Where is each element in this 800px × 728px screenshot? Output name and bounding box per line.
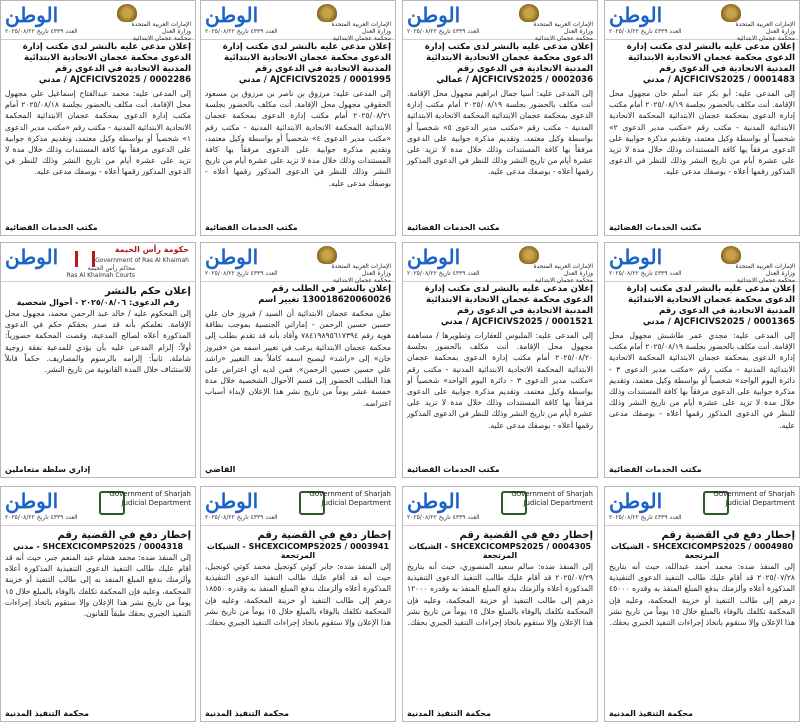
- notice-footer: محكمة التنفيذ المدنية: [407, 709, 491, 718]
- notice-card: [604, 242, 800, 478]
- notice-body: إلى المحكوم عليه / خالد عبد الرحمن محمد، مجهول محل الإقامة. نعلمكم بأنه قد صدر بحقكم حكم في الدعوى المذكورة أعلاه لصالح المدعية، وقضت المحكمة حضورياً: أولاً: إلزام المدعى عليه بأن يؤدي للمدعية نفقة زوجية شاملة. ثانياً: إلزامه بالرسوم والمصاريف. حكماً قابلاً للاستئناف خلال المدة القانونية من تاريخ النشر.: [5, 309, 191, 375]
- case-number: SHCEXCICOMPS2025 / 0003941 - الشيكات المرتجعة: [206, 542, 390, 560]
- issue-date: العدد ٤٣٣٩ تاريخ ٢٠٢٥/٠٨/٢٢: [407, 270, 480, 277]
- notice-title: إعلان مدعى عليه بالنشر لدى مكتب إدارة الدعوى محكمة عجمان الاتحادية الابتدائية المدنية الاتحادية في الدعوى رقم AJCFICIVS2025 / 0001995 / مدني: [222, 42, 391, 85]
- notice-body: إلى المدعى عليه: محمد عبدالفتاح إسماعيل علي مجهول محل الإقامة. أنت مكلف بالحضور بجلسة ٢٠٢٥/٠٨/١٨ أمام مكتب إدارة الدعوى بمحكمة عجمان الابتدائية المحكمة الاتحادية الابتدائية المدنية - مكتب رقم «مكتب مدير الدعوى ١» شخصياً أو بواسطة وكيل معتمد، وتقديم مذكرة جوابية على الدعوى مرفقاً بها كافة المستندات وذلك خلال مدة لا تزيد على عشرة أيام من تاريخ النشر وذلك للنظر في الدعوى المذكور رقمها أعلاه - بوصفك مدعى عليه.: [5, 89, 192, 177]
- notice-title: إعلان مدعى عليه بالنشر لدى مكتب إدارة الدعوى محكمة عجمان الاتحادية الابتدائية المدنية الاتحادية في الدعوى رقم AJCFICIVS2025 / 0002036 / عمالي: [424, 42, 593, 85]
- sharjah-government: [109, 490, 191, 508]
- ministry-label: [736, 263, 796, 284]
- case-number: SHCEXCICOMPS2025 / 0004980 - الشيكات المرتجعة: [610, 542, 794, 560]
- notice-body: إلى المنفذ ضده: جابر كوثي كونجيل محمد كوتي كونجيل، حيث أنه قد أقام عليك طالب التنفيذ الدعوى التنفيذية المذكورة أعلاه وألزمتك بدفع المبلغ المنفذ به وقدره ١٨٥٥٠ درهم إلى طالب التنفيذ أو خزينة المحكمة، وعليه فإن المحكمة تكلفك بالوفاء بالمبلغ خلال ١٥ يوماً من تاريخ نشر هذا الإعلان وإلا ستقوم باتخاذ إجراءات التنفيذ الجبري بحقك.: [205, 562, 392, 628]
- case-number: رقم الدعوى: ٢٠٢٥/٠٨/٠٦ - أحوال شخصية: [16, 298, 180, 307]
- brand-logo: الوطن: [609, 489, 663, 513]
- issue-date: العدد ٤٣٣٩ تاريخ ٢٠٢٥/٠٨/٢٢: [205, 270, 278, 277]
- notice-footer: محكمة التنفيذ المدنية: [205, 709, 289, 718]
- issue-date: العدد ٤٣٣٩ تاريخ ٢٠٢٥/٠٨/٢٢: [407, 28, 480, 35]
- ministry-label: [736, 21, 796, 42]
- judicial-department: Judicial Department: [725, 499, 795, 507]
- brand-logo: الوطن: [407, 3, 461, 27]
- issue-date: العدد ٤٣٣٩ تاريخ ٢٠٢٥/٠٨/٢٢: [5, 28, 78, 35]
- uae-emblem-icon: [117, 4, 137, 22]
- notice-header: [605, 243, 799, 282]
- notice-card: [604, 486, 800, 722]
- rak-courts-en: Ras Al Khaimah Courts: [66, 272, 135, 279]
- notice-card: [402, 0, 598, 236]
- ministry-line: محكمة عجمان الابتدائية: [534, 35, 593, 42]
- ministry-line: وزارة العدل: [765, 270, 795, 277]
- notice-footer: إداري سلطة متعاملين: [5, 465, 91, 474]
- ministry-line: وزارة العدل: [361, 28, 391, 35]
- ministry-line: وزارة العدل: [563, 28, 593, 35]
- judicial-department: Judicial Department: [121, 499, 191, 507]
- notice-footer: محكمة التنفيذ المدنية: [609, 709, 693, 718]
- notice-card: [402, 242, 598, 478]
- notice-card: [200, 486, 396, 722]
- notice-title: إعلان بالنشر في الطلب رقم 130018620060026 تغيير اسم: [258, 284, 391, 305]
- notice-title: إخطار دفع في القضية رقم: [661, 530, 795, 541]
- case-number: SHCEXCICOMPS2025 / 0004305 - الشيكات المرتجعة: [408, 542, 592, 560]
- notice-header: [201, 243, 395, 282]
- ministry-line: الإمارات العربية المتحدة: [331, 21, 391, 28]
- notice-body: إلى المدعى عليه: أسيا جمال ابراهيم مجهول محل الإقامة. أنت مكلف بالحضور بجلسة ٢٠٢٥/٠٨/١٩ أمام مكتب إدارة الدعوى بمحكمة عجمان الابتدائية المحكمة الاتحادية الابتدائية المدنية - مكتب رقم «مكتب مدير الدعوى ٥» شخصياً أو بواسطة وكيل معتمد، وتقديم مذكرة جوابية على الدعوى مرفقاً بها كافة المستندات وذلك خلال مدة لا تزيد على عشرة أيام من تاريخ النشر وذلك للنظر في الدعوى المذكور رقمها أعلاه - بوصفك مدعى عليه.: [407, 89, 593, 177]
- notice-footer: مكتب الخدمات القضائية: [205, 223, 298, 232]
- notice-title: إعلان مدعى عليه بالنشر لدى مكتب إدارة الدعوى محكمة عجمان الاتحادية الابتدائية المدنية الاتحادية في الدعوى رقم AJCFICIVS2025 / 0001521 / مدني: [424, 284, 593, 327]
- notice-body: إلى المدعى عليه: الملبوس للعقارات وتطويرها / مساهمة مجهول محل الإقامة. أنت مكلف بالحضور بجلسة ٢٠٢٥/٠٨/٢٠ أمام مكتب إدارة الدعوى بمحكمة عجمان الابتدائية المحكمة الاتحادية الابتدائية المدنية - مكتب رقم «مكتب مدير الدعوى ٣ - دائرة اليوم الواحد» شخصياً أو بواسطة وكيل معتمد، وتقديم مذكرة جوابية على الدعوى مرفقاً بها كافة المستندات وذلك خلال مدة لا تزيد على عشرة أيام من تاريخ النشر وذلك للنظر في الدعوى المذكور رقمها أعلاه - بوصفك مدعى عليه.: [407, 331, 593, 430]
- issue-date: العدد ٤٣٣٩ تاريخ ٢٠٢٥/٠٨/٢٢: [5, 514, 78, 521]
- ministry-line: وزارة العدل: [563, 270, 593, 277]
- notice-header: [403, 243, 597, 282]
- notice-footer: القاضي: [205, 465, 236, 474]
- uae-emblem-icon: [721, 246, 741, 264]
- notice-body: تعلن محكمة عجمان الابتدائية أن السيد / فيروز خان علي حسين حسين الرحمن - إماراتي الجنسية بموجب بطاقة هوية رقم ٧٨٤١٩٨٩٥٦١٧٣٩٤ وأفاد بأنه قد تقدم بطلب إلى محكمة عجمان الابتدائية يرغب في تغيير اسمه من «فيروز خان» إلى «راشد» ليصبح اسمه كاملاً بعد التغيير «راشد علي حسين حسين الرحمن». فمن لديه أي اعتراض على هذا الطلب الحضور إلى قسم الأحوال الشخصية خلال مدة خمسة عشر يوماً من تاريخ نشر هذا الإعلان لإبداء أسباب اعتراضه.: [205, 309, 391, 408]
- notice-body: إلى المنفذ ضده: محمد أحمد عبدالله، حيث أنه بتاريخ ٢٠٢٥/٠٧/٢٨ قد أقام عليك طالب التنفيذ الدعوى التنفيذية المذكورة أعلاه وألزمتك بدفع المبلغ المنفذ به وقدره ٤٥٠٠٠ درهم إلى طالب التنفيذ أو خزينة المحكمة، وعليه فإن المحكمة تكلفك بالوفاء بالمبلغ خلال ١٥ يوماً من تاريخ نشر هذا الإعلان وإلا ستقوم باتخاذ إجراءات التنفيذ الجبري بحقك.: [609, 562, 796, 628]
- notice-footer: مكتب الخدمات القضائية: [609, 223, 702, 232]
- ministry-line: محكمة عجمان الابتدائية: [736, 277, 795, 284]
- ministry-label: [132, 21, 192, 42]
- case-number: SHCEXCICOMPS2025 / 0004318 - مدني: [12, 542, 184, 551]
- uae-emblem-icon: [317, 246, 337, 264]
- sharjah-government-en: Government of Sharjah: [109, 490, 191, 498]
- notice-header: [605, 1, 799, 40]
- notice-footer: مكتب الخدمات القضائية: [407, 465, 500, 474]
- issue-date: العدد ٤٣٣٩ تاريخ ٢٠٢٥/٠٨/٢٢: [609, 514, 682, 521]
- brand-logo: الوطن: [407, 245, 461, 269]
- notice-header: [201, 1, 395, 40]
- ministry-label: [332, 263, 392, 284]
- brand-logo: الوطن: [205, 489, 259, 513]
- ministry-line: الإمارات العربية المتحدة: [735, 21, 795, 28]
- judicial-department: Judicial Department: [523, 499, 593, 507]
- ministry-line: وزارة العدل: [161, 28, 191, 35]
- notice-card: [0, 242, 196, 478]
- rak-courts: محاكم رأس الخيمة: [87, 265, 135, 272]
- ministry-line: الإمارات العربية المتحدة: [533, 21, 593, 28]
- notice-header: [1, 243, 195, 282]
- notice-body: إلى المدعى عليه: أبو بكر عبد أسلم خان مجهول محل الإقامة. أنت مكلف بالحضور بجلسة ٢٠٢٥/٠٨/١٩ أمام مكتب إدارة الدعوى بمحكمة عجمان الابتدائية المحكمة الاتحادية الابتدائية المدنية - مكتب رقم «مكتب مدير الدعوى ٢» شخصياً أو بواسطة وكيل معتمد، وتقديم مذكرة جوابية على الدعوى مرفقاً بها كافة المستندات وذلك خلال مدة لا تزيد على عشرة أيام من تاريخ النشر وذلك للنظر في الدعوى المذكور رقمها أعلاه - بوصفك مدعى عليه.: [609, 89, 796, 177]
- issue-date: العدد ٤٣٣٩ تاريخ ٢٠٢٥/٠٨/٢٢: [609, 270, 682, 277]
- rak-government-en: Government of Ras Al Khaimah: [95, 257, 189, 264]
- brand-logo: الوطن: [205, 245, 259, 269]
- notice-header: [1, 487, 195, 526]
- ministry-line: وزارة العدل: [765, 28, 795, 35]
- ministry-line: محكمة عجمان الابتدائية: [332, 35, 391, 42]
- rak-government: حكومة رأس الخيمة: [114, 245, 189, 254]
- notice-footer: مكتب الخدمات القضائية: [609, 465, 702, 474]
- ministry-line: الإمارات العربية المتحدة: [533, 263, 593, 270]
- sharjah-government: [309, 490, 391, 508]
- sharjah-government-en: Government of Sharjah: [713, 490, 795, 498]
- notice-header: [403, 487, 597, 526]
- uae-emblem-icon: [721, 4, 741, 22]
- notice-header: [403, 1, 597, 40]
- notice-header: [201, 487, 395, 526]
- sharjah-government-en: Government of Sharjah: [511, 490, 593, 498]
- ministry-line: محكمة عجمان الابتدائية: [332, 277, 391, 284]
- notice-title: إخطار دفع في القضية رقم: [459, 530, 593, 541]
- notice-header: [605, 487, 799, 526]
- issue-date: العدد ٤٣٣٩ تاريخ ٢٠٢٥/٠٨/٢٢: [407, 514, 480, 521]
- issue-date: العدد ٤٣٣٩ تاريخ ٢٠٢٥/٠٨/٢٢: [205, 28, 278, 35]
- brand-logo: الوطن: [609, 245, 663, 269]
- ministry-label: [534, 263, 594, 284]
- notice-body: إلى المنفذ ضده: سالم سعيد المنصوري، حيث أنه بتاريخ ٢٠٢٥/٠٧/٢٩ قد أقام عليك طالب التنفيذ الدعوى التنفيذية المذكورة أعلاه وألزمتك بدفع المبلغ المنفذ به وقدره ١٢٠٠٠ درهم إلى طالب التنفيذ أو خزينة المحكمة، وعليه فإن المحكمة تكلفك بالوفاء بالمبلغ خلال ١٥ يوماً من تاريخ نشر هذا الإعلان وإلا ستقوم باتخاذ إجراءات التنفيذ الجبري بحقك.: [407, 562, 594, 628]
- brand-logo: الوطن: [5, 3, 59, 27]
- notice-title: إخطار دفع في القضية رقم: [257, 530, 391, 541]
- notice-card: [200, 0, 396, 236]
- notice-footer: مكتب الخدمات القضائية: [407, 223, 500, 232]
- sharjah-government: [713, 490, 795, 508]
- ministry-line: الإمارات العربية المتحدة: [735, 263, 795, 270]
- notice-card: [0, 486, 196, 722]
- ministry-line: الإمارات العربية المتحدة: [131, 21, 191, 28]
- notice-title: إعلان حكم بالنشر: [105, 286, 191, 297]
- ministry-line: وزارة العدل: [361, 270, 391, 277]
- ministry-line: الإمارات العربية المتحدة: [331, 263, 391, 270]
- notice-body: إلى المدعى عليه: مجدي عمر طاشبش مجهول محل الإقامة. أنت مكلف بالحضور بجلسة ٢٠٢٥/٠٨/١٩ أمام مكتب إدارة الدعوى بمحكمة عجمان الابتدائية المحكمة الاتحادية الابتدائية المدنية - مكتب رقم «مكتب مدير الدعوى ٣ - دائرة اليوم الواحد» شخصياً أو بواسطة وكيل معتمد، وتقديم مذكرة جوابية على الدعوى مرفقاً بها كافة المستندات وذلك خلال مدة لا تزيد على عشرة أيام من تاريخ النشر وذلك للنظر في الدعوى المذكور رقمها أعلاه - بوصفك مدعى عليه.: [609, 331, 796, 430]
- notice-footer: مكتب الخدمات القضائية: [5, 223, 98, 232]
- ministry-line: محكمة عجمان الابتدائية: [736, 35, 795, 42]
- uae-emblem-icon: [519, 246, 539, 264]
- notice-title: إعلان مدعى عليه بالنشر لدى مكتب إدارة الدعوى محكمة عجمان الاتحادية الابتدائية المدنية الاتحادية في الدعوى رقم AJCFICIVS2025 / 0002286 / مدني: [22, 42, 191, 85]
- notice-card: [200, 242, 396, 478]
- brand-logo: الوطن: [609, 3, 663, 27]
- notice-body: إلى المدعى عليه: مرزوق بن ناصر بن مرزوق بن مسعود الحقوقي مجهول محل الإقامة. أنت مكلف بالحضور بجلسة ٢٠٢٥/٠٨/٢١ أمام مكتب إدارة الدعوى بمحكمة عجمان الابتدائية المحكمة الاتحادية الابتدائية المدنية - مكتب رقم «مكتب مدير الدعوى ٤» شخصياً أو بواسطة وكيل معتمد، وتقديم مذكرة جوابية على الدعوى مرفقاً بها كافة المستندات وذلك خلال مدة لا تزيد على عشرة أيام من تاريخ النشر وذلك للنظر في الدعوى المذكور رقمها أعلاه - بوصفك مدعى عليه.: [205, 89, 391, 188]
- notice-title: إخطار دفع في القضية رقم: [57, 530, 191, 541]
- ministry-line: محكمة عجمان الابتدائية: [132, 35, 191, 42]
- notice-footer: محكمة التنفيذ المدنية: [5, 709, 89, 718]
- notice-header: [1, 1, 195, 40]
- brand-logo: الوطن: [407, 489, 461, 513]
- notice-card: [402, 486, 598, 722]
- sharjah-government: [511, 490, 593, 508]
- brand-logo: الوطن: [5, 489, 59, 513]
- brand-logo: الوطن: [205, 3, 259, 27]
- issue-date: العدد ٤٣٣٩ تاريخ ٢٠٢٥/٠٨/٢٢: [205, 514, 278, 521]
- uae-emblem-icon: [317, 4, 337, 22]
- notice-title: إعلان مدعى عليه بالنشر لدى مكتب إدارة الدعوى محكمة عجمان الاتحادية الابتدائية المدنية الاتحادية في الدعوى رقم AJCFICIVS2025 / 0001483 / مدني: [626, 42, 795, 85]
- ministry-label: [332, 21, 392, 42]
- sharjah-government-en: Government of Sharjah: [309, 490, 391, 498]
- ministry-line: محكمة عجمان الابتدائية: [534, 277, 593, 284]
- notice-title: إعلان مدعى عليه بالنشر لدى مكتب إدارة الدعوى محكمة عجمان الاتحادية الابتدائية المدنية الاتحادية في الدعوى رقم AJCFICIVS2025 / 0001365 / مدني: [626, 284, 795, 327]
- uae-emblem-icon: [519, 4, 539, 22]
- brand-logo: الوطن: [5, 245, 59, 269]
- issue-date: العدد ٤٣٣٩ تاريخ ٢٠٢٥/٠٨/٢٢: [609, 28, 682, 35]
- notice-body: إلى المنفذ ضده: محمد هشام عبد المنعم جبر، حيث أنه قد أقام عليك طالب التنفيذ الدعوى التنفيذية المذكورة أعلاه وألزمتك بدفع المبلغ المنفذ به إلى طالب التنفيذ أو خزينة المحكمة، وعليه فإن المحكمة تكلفك بالوفاء بالمبلغ خلال ١٥ يوماً من تاريخ نشر هذا الإعلان وإلا ستقوم باتخاذ إجراءات التنفيذ الجبري بحقك طبقاً للقانون.: [5, 553, 191, 619]
- notice-card: [604, 0, 800, 236]
- ministry-label: [534, 21, 594, 42]
- judicial-department: Judicial Department: [321, 499, 391, 507]
- notice-card: [0, 0, 196, 236]
